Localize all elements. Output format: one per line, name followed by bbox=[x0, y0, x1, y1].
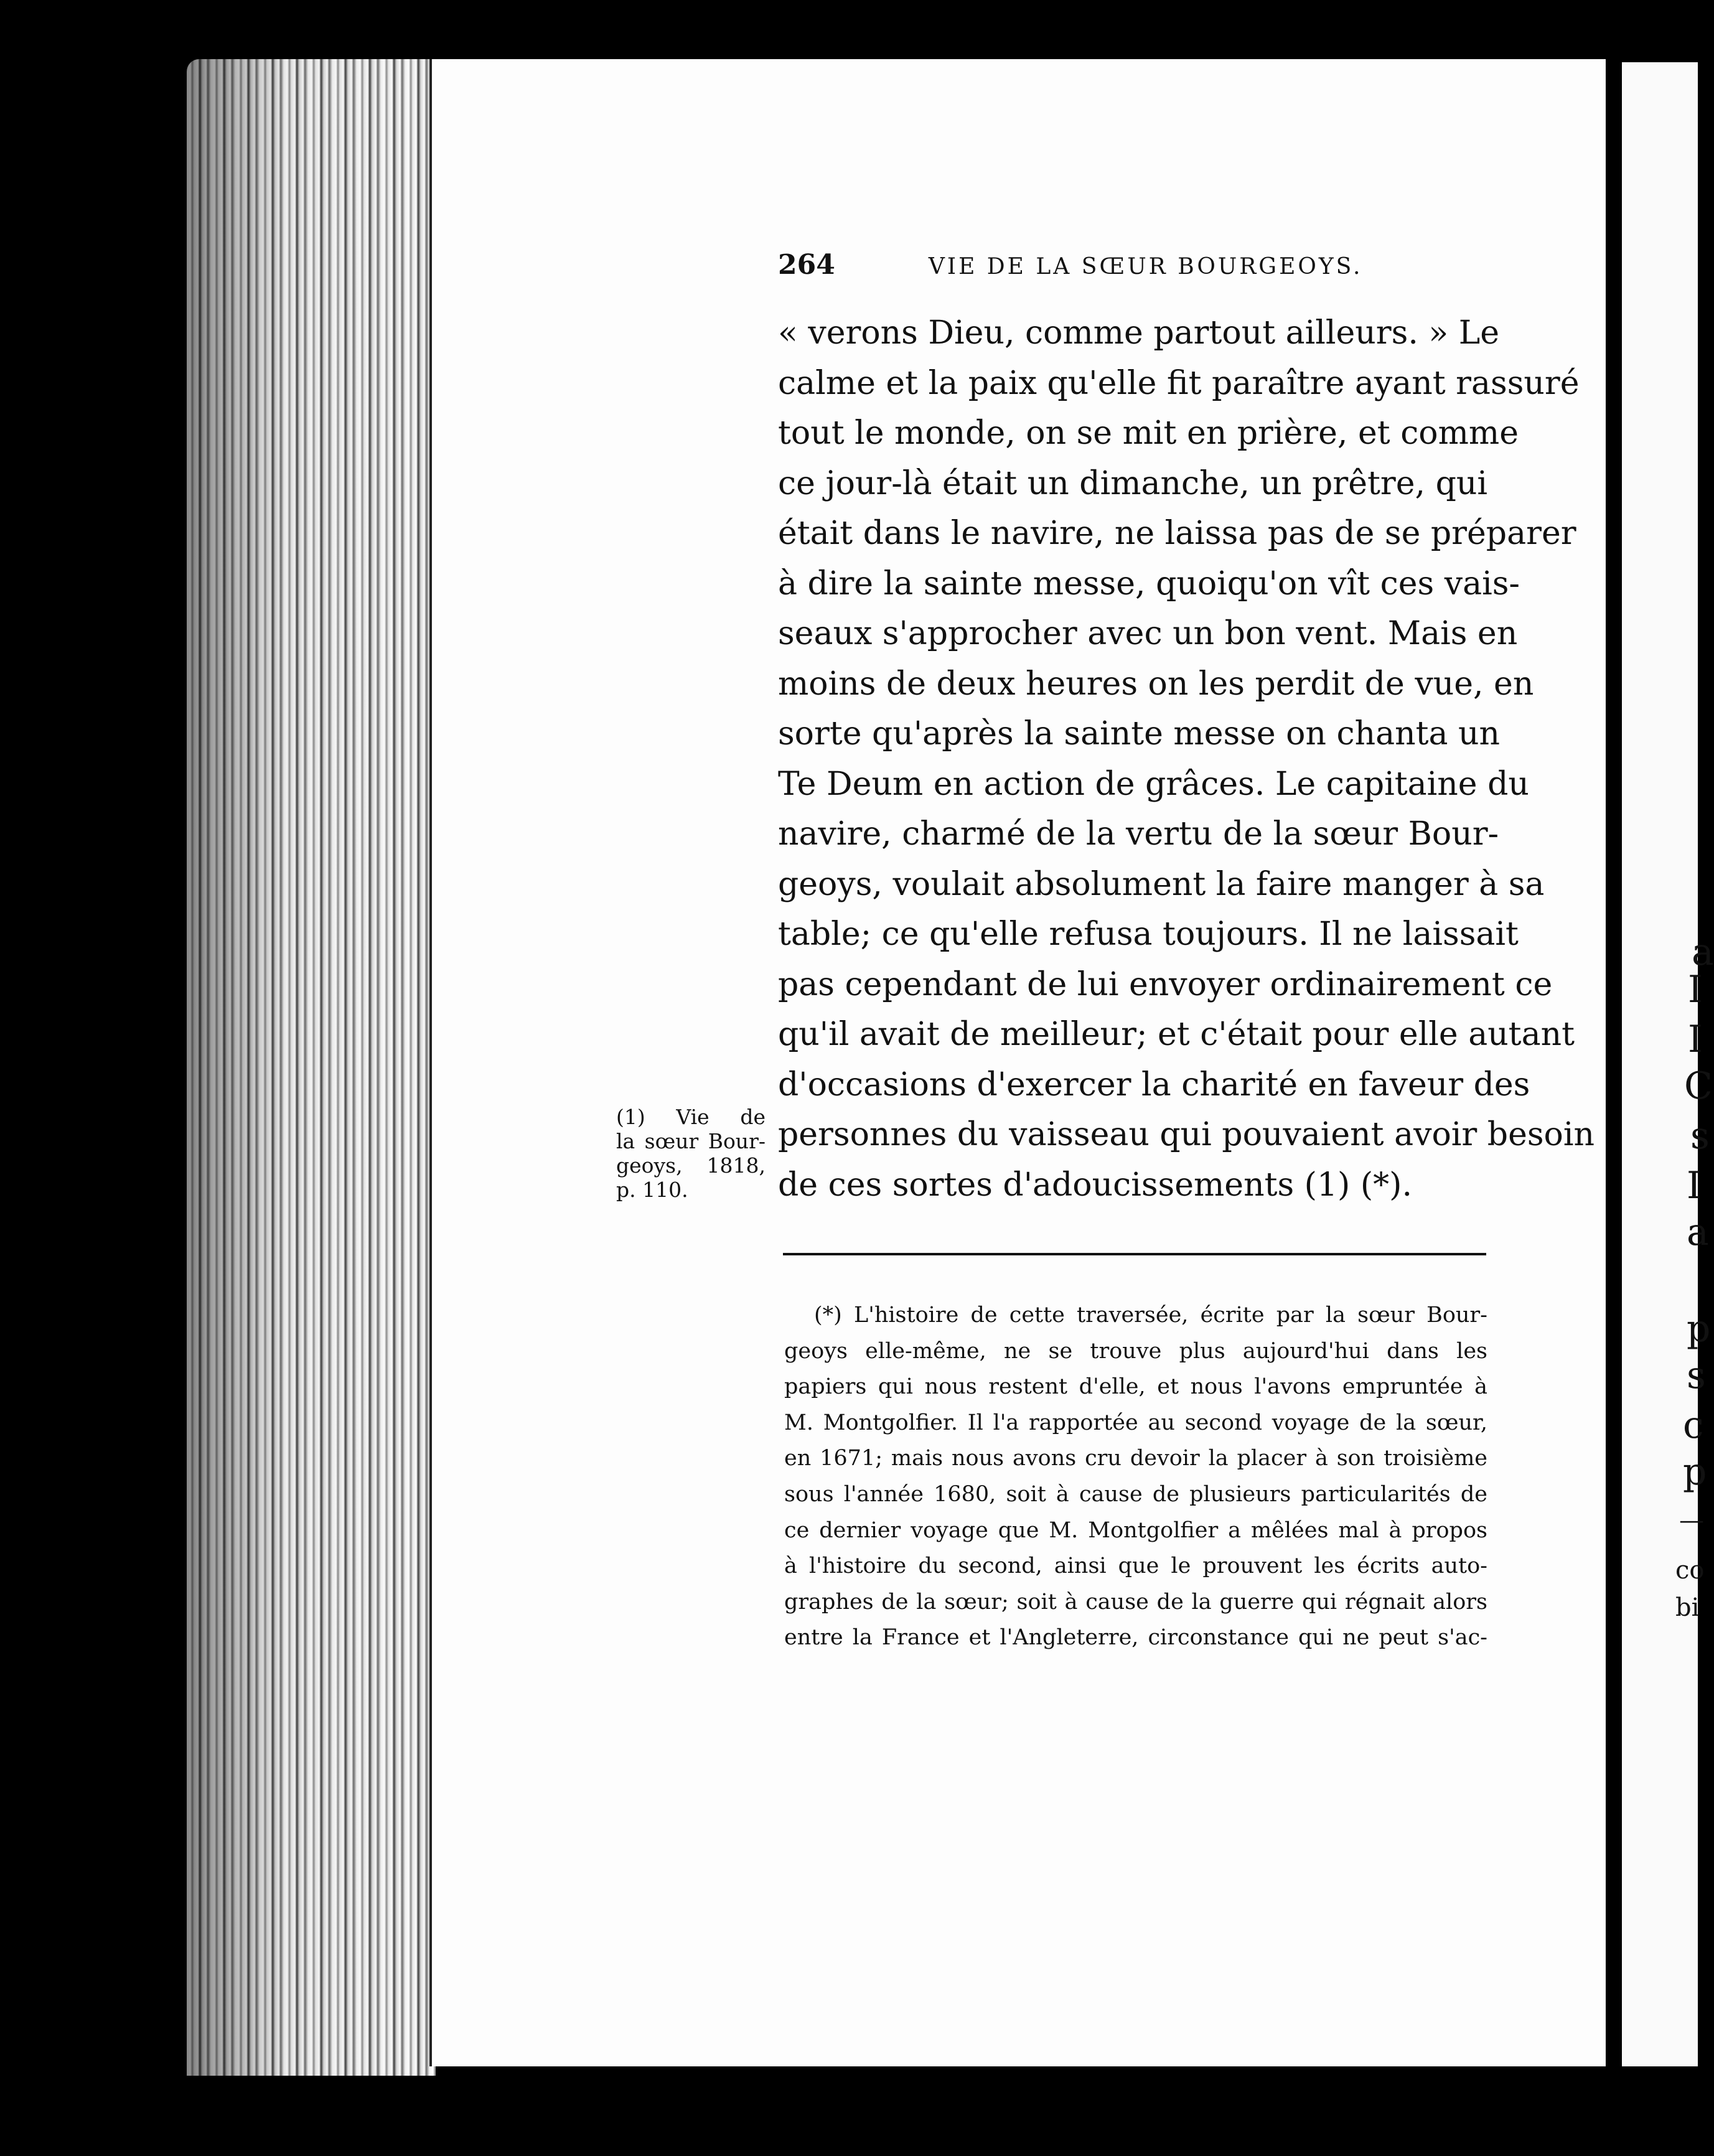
facing-page-fragment: a bbox=[1687, 1211, 1709, 1254]
facing-page-fragment: bi bbox=[1675, 1593, 1700, 1622]
body-line: navire, charmé de la vertu de la sœur Bour- bbox=[778, 815, 1499, 853]
body-line: de ces sortes d'adoucissements (1) (*). bbox=[778, 1166, 1412, 1204]
facing-page-fragment: I bbox=[1688, 1018, 1703, 1061]
body-line: qu'il avait de meilleur; et c'était pour elle autant bbox=[778, 1016, 1575, 1053]
body-line: table; ce qu'elle refusa toujours. Il ne laissait bbox=[778, 916, 1519, 953]
facing-page-fragment: s bbox=[1687, 1354, 1706, 1397]
running-title: VIE DE LA SŒUR BOURGEOYS. bbox=[928, 254, 1363, 279]
facing-page-fragment: s bbox=[1690, 1114, 1710, 1158]
marginal-note-line: la sœur Bour- bbox=[616, 1129, 766, 1153]
body-line: Te Deum en action de grâces. Le capitaine du bbox=[778, 765, 1529, 803]
footnote-line: (*) L'histoire de cette traversée, écrite par la sœur Bour- bbox=[814, 1303, 1487, 1328]
body-line: « verons Dieu, comme partout ailleurs. » Le bbox=[778, 314, 1500, 352]
facing-page bbox=[1622, 62, 1714, 2066]
facing-page-fragment: p bbox=[1683, 1450, 1707, 1494]
facing-page-fragment: — bbox=[1679, 1506, 1704, 1535]
footnote-line: papiers qui nous restent d'elle, et nous l'avons empruntée à bbox=[784, 1374, 1487, 1400]
body-line: à dire la sainte messe, quoiqu'on vît ces vais- bbox=[778, 565, 1520, 602]
body-line: ce jour-là était un dimanche, un prêtre, qui bbox=[778, 464, 1487, 502]
facing-page-fragment: a bbox=[1692, 930, 1714, 974]
footnote-line: graphes de la sœur; soit à cause de la guerre qui régnait alors bbox=[784, 1589, 1487, 1615]
facing-page-fragment: C bbox=[1684, 1064, 1713, 1108]
facing-page-fragment: I bbox=[1688, 968, 1703, 1011]
footnote-line: en 1671; mais nous avons cru devoir la placer à son troisième bbox=[784, 1446, 1487, 1471]
body-line: d'occasions d'exercer la charité en faveur des bbox=[778, 1066, 1530, 1104]
book-gutter bbox=[1606, 59, 1622, 2066]
footnote-line: geoys elle-même, ne se trouve plus aujourd'hui dans les bbox=[784, 1338, 1487, 1364]
body-line: personnes du vaisseau qui pouvaient avoir besoin bbox=[778, 1116, 1595, 1153]
footnote-line: M. Montgolfier. Il l'a rapportée au second voyage de la sœur, bbox=[784, 1410, 1487, 1435]
footnote bbox=[784, 1298, 1487, 1656]
footnote-rule bbox=[783, 1253, 1486, 1255]
body-line: était dans le navire, ne laissa pas de se préparer bbox=[778, 515, 1576, 552]
footnote-line: à l'histoire du second, ainsi que le prouvent les écrits auto- bbox=[784, 1554, 1487, 1579]
facing-page-fragment: c bbox=[1683, 1404, 1704, 1447]
body-line: pas cependant de lui envoyer ordinairement ce bbox=[778, 965, 1553, 1003]
body-line: calme et la paix qu'elle fit paraître ayant rassuré bbox=[778, 364, 1580, 402]
footnote-line: entre la France et l'Angleterre, circonstance qui ne peut s'ac- bbox=[784, 1625, 1487, 1651]
body-line: moins de deux heures on les perdit de vue, en bbox=[778, 665, 1534, 703]
marginal-note-line: (1) Vie de bbox=[616, 1105, 766, 1129]
facing-page-fragment: co bbox=[1675, 1556, 1705, 1585]
marginal-note-line: p. 110. bbox=[616, 1178, 688, 1202]
body-line: seaux s'approcher avec un bon vent. Mais en bbox=[778, 615, 1518, 652]
facing-page-fragment: p bbox=[1687, 1307, 1711, 1351]
footnote-line: ce dernier voyage que M. Montgolfier a mêlées mal à propos bbox=[784, 1517, 1487, 1543]
page-number: 264 bbox=[778, 249, 835, 281]
footnote-line: sous l'année 1680, soit à cause de plusieurs particularités de bbox=[784, 1481, 1487, 1507]
facing-page-fragment: I bbox=[1687, 1164, 1702, 1207]
body-line: tout le monde, on se mit en prière, et comme bbox=[778, 415, 1519, 452]
page-edge-shadow bbox=[187, 59, 436, 2076]
running-head bbox=[778, 249, 1494, 281]
body-line: geoys, voulait absolument la faire manger à sa bbox=[778, 865, 1545, 903]
body-line: sorte qu'après la sainte messe on chanta un bbox=[778, 715, 1501, 752]
marginal-note bbox=[616, 1105, 766, 1202]
marginal-note-line: geoys, 1818, bbox=[616, 1153, 766, 1178]
body-text bbox=[778, 308, 1595, 1210]
